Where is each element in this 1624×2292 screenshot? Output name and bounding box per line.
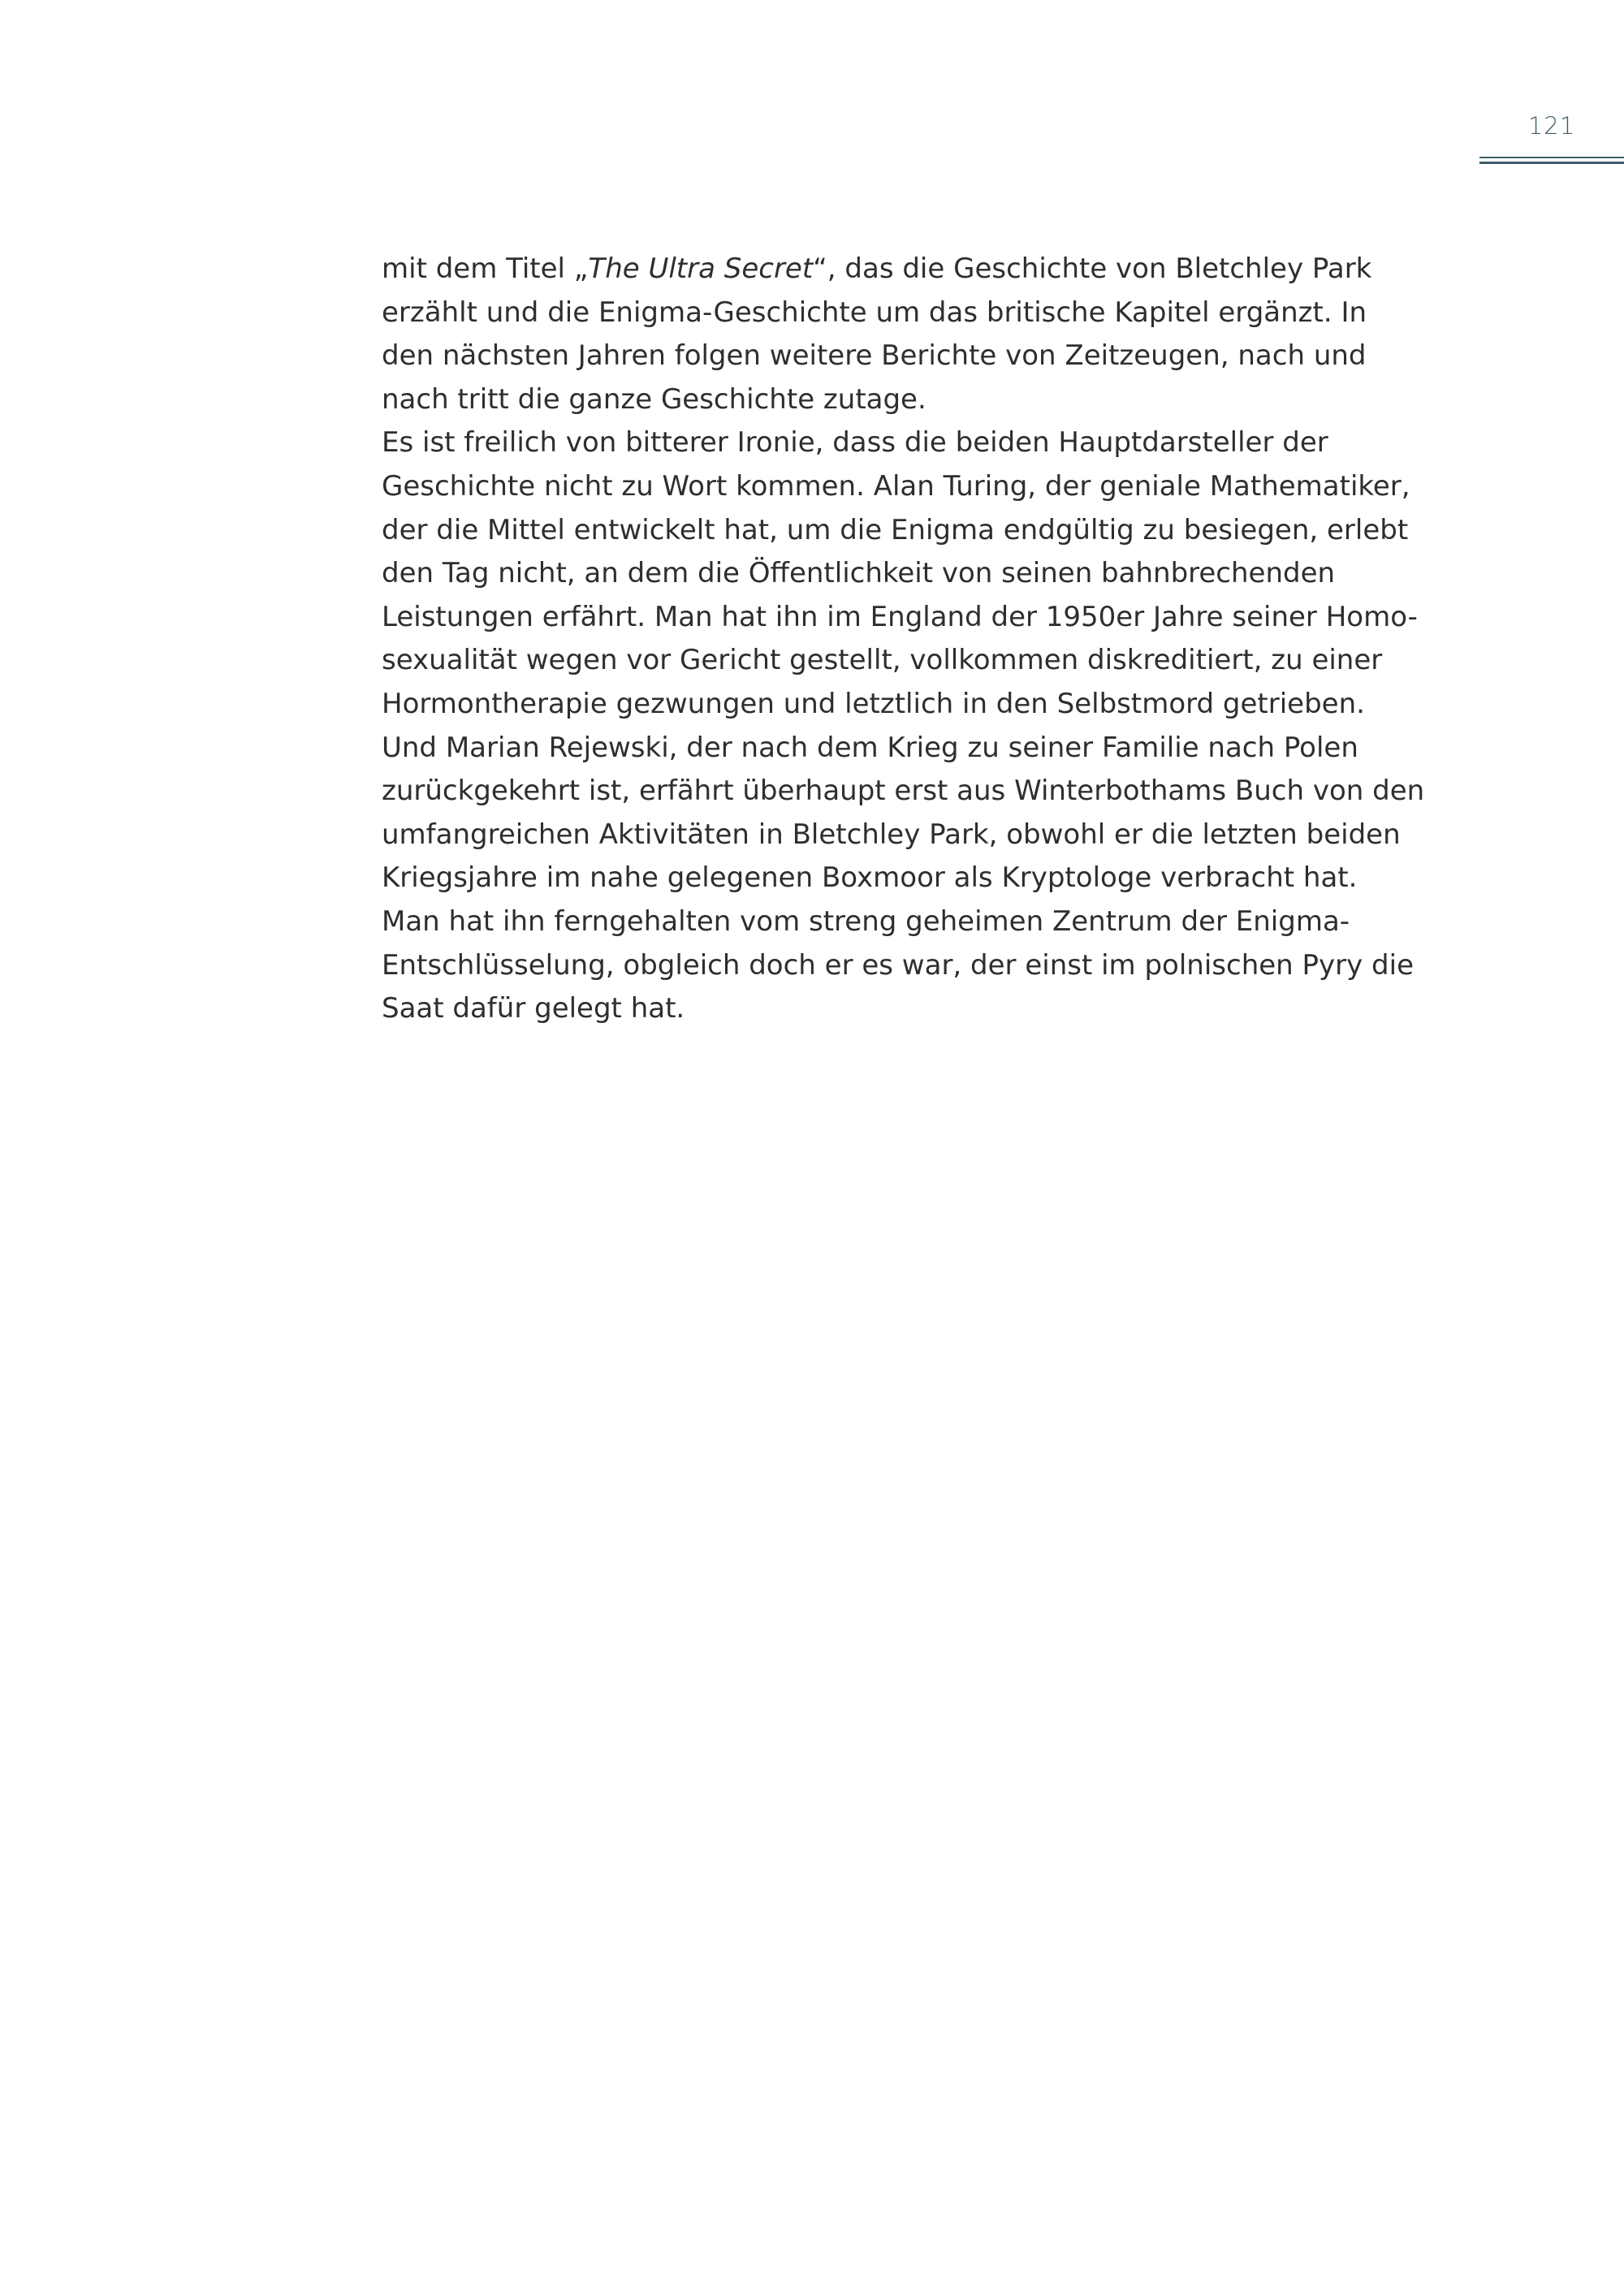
text-line: Leistungen erfährt. Man hat ihn im England der 1950er Jahre seiner Homo- — [382, 600, 1418, 633]
text-line: Geschichte nicht zu Wort kommen. Alan Turing, der geniale Mathematiker, — [382, 469, 1410, 503]
text-line — [382, 248, 1458, 291]
text-line: Man hat ihn ferngehalten vom streng geheimen Zentrum der Enigma- — [382, 904, 1350, 938]
header-rule-top — [1479, 157, 1624, 158]
text-line: Entschlüsselung, obgleich doch er es war, der einst im polnischen Pyry die — [382, 948, 1414, 982]
text-line: den Tag nicht, an dem die Öffentlichkeit von seinen bahnbrechenden — [382, 557, 1336, 590]
text-line: nach tritt die ganze Geschichte zutage. — [382, 382, 926, 416]
text-line: zurückgekehrt ist, erfährt überhaupt erst aus Winterbothams Buch von den — [382, 775, 1425, 808]
text-line: erzählt und die Enigma-Geschichte um das britische Kapitel ergänzt. In — [382, 296, 1367, 329]
page-number: 121 — [1527, 112, 1576, 140]
text-line: der die Mittel entwickelt hat, um die Enigma endgültig zu besiegen, erlebt — [382, 513, 1409, 546]
text-line: Hormontherapie gezwungen und letztlich in den Selbstmord getrieben. — [382, 687, 1365, 720]
header-rule-bottom — [1479, 162, 1624, 164]
text-line: Und Marian Rejewski, der nach dem Krieg zu seiner Familie nach Polen — [382, 731, 1358, 764]
text-line: Es ist freilich von bitterer Ironie, dass die beiden Hauptdarsteller der — [382, 426, 1328, 460]
text-fragment: “, das die Geschichte von Bletchley Park — [813, 253, 1372, 285]
text-line: umfangreichen Aktivitäten in Bletchley Park, obwohl er die letzten beiden — [382, 818, 1401, 851]
body-text — [382, 248, 1458, 1031]
text-fragment: mit dem Titel „ — [382, 253, 589, 285]
text-line: den nächsten Jahren folgen weitere Berichte von Zeitzeugen, nach und — [382, 339, 1367, 373]
text-line: sexualität wegen vor Gericht gestellt, vollkommen diskreditiert, zu einer — [382, 644, 1383, 677]
text-line: Saat dafür gelegt hat. — [382, 992, 685, 1025]
text-line: Kriegsjahre im nahe gelegenen Boxmoor als Kryptologe verbracht hat. — [382, 861, 1358, 895]
book-title: The Ultra Secret — [588, 253, 814, 285]
